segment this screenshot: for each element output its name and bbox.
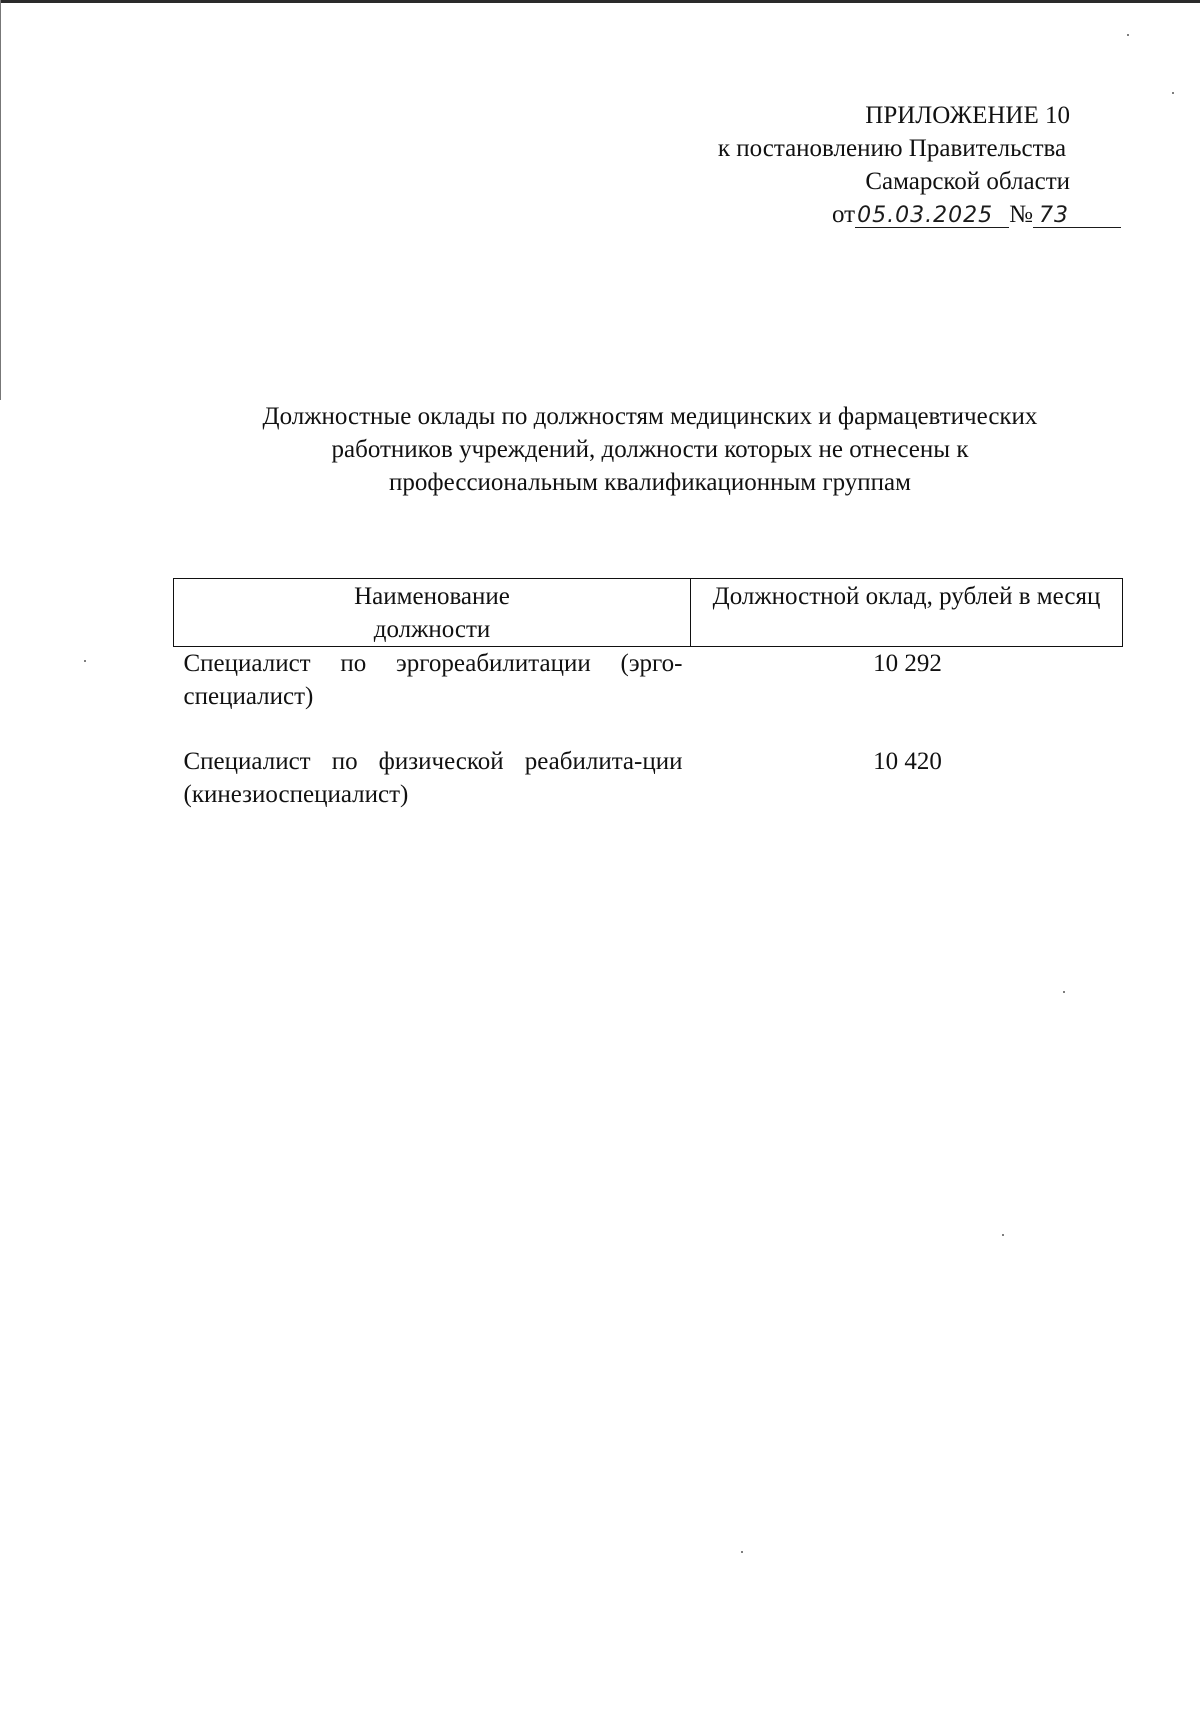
- number-sign: №: [1009, 201, 1033, 228]
- document-title-line-3: профессиональным квалификационным группам: [389, 469, 911, 496]
- position-name: Специалист по физической реабилита-ции (кинезиоспециалист): [183, 748, 683, 808]
- salary-value: 10 420: [873, 748, 942, 775]
- document-title-line-1: Должностные оклады по должностям медицинских и фармацевтических: [262, 403, 1038, 430]
- table-row: [174, 745, 1123, 811]
- scan-speck: [1127, 34, 1129, 36]
- table-row-spacer: [174, 713, 1123, 745]
- handwritten-number: 73: [1033, 205, 1121, 228]
- appendix-header: [682, 99, 1102, 231]
- table-header-row: [174, 579, 1123, 647]
- document-title: [160, 400, 1140, 499]
- appendix-reference: [682, 198, 1102, 231]
- appendix-region-line: Самарской области: [865, 168, 1070, 195]
- appendix-resolution-line: к постановлению Правительства: [717, 135, 1067, 162]
- document-title-line-2: работников учреждений, должности которых не отнесены к: [331, 436, 969, 463]
- scan-speck: [741, 1551, 743, 1553]
- salary-table: [173, 578, 1123, 811]
- reference-prefix: от: [832, 201, 856, 228]
- appendix-title: ПРИЛОЖЕНИЕ 10: [865, 102, 1070, 129]
- table-row: [174, 647, 1123, 714]
- salary-value: 10 292: [873, 650, 942, 677]
- scan-speck: [1002, 1234, 1004, 1236]
- handwritten-date: 05.03.2025: [855, 205, 1009, 228]
- header-position-name: [174, 579, 691, 647]
- header-position-name-line-2: должности: [373, 616, 491, 643]
- scan-speck: [84, 660, 86, 662]
- header-position-name-line-1: Наименование: [354, 583, 510, 610]
- scan-border-left: [0, 0, 1, 400]
- scan-speck: [1063, 991, 1065, 993]
- position-name: Специалист по эргореабилитации (эрго-специалист): [183, 650, 683, 710]
- header-salary: Должностной оклад, рублей в месяц: [691, 579, 1123, 647]
- scan-speck: [1172, 92, 1174, 94]
- scan-border-top: [0, 0, 1200, 3]
